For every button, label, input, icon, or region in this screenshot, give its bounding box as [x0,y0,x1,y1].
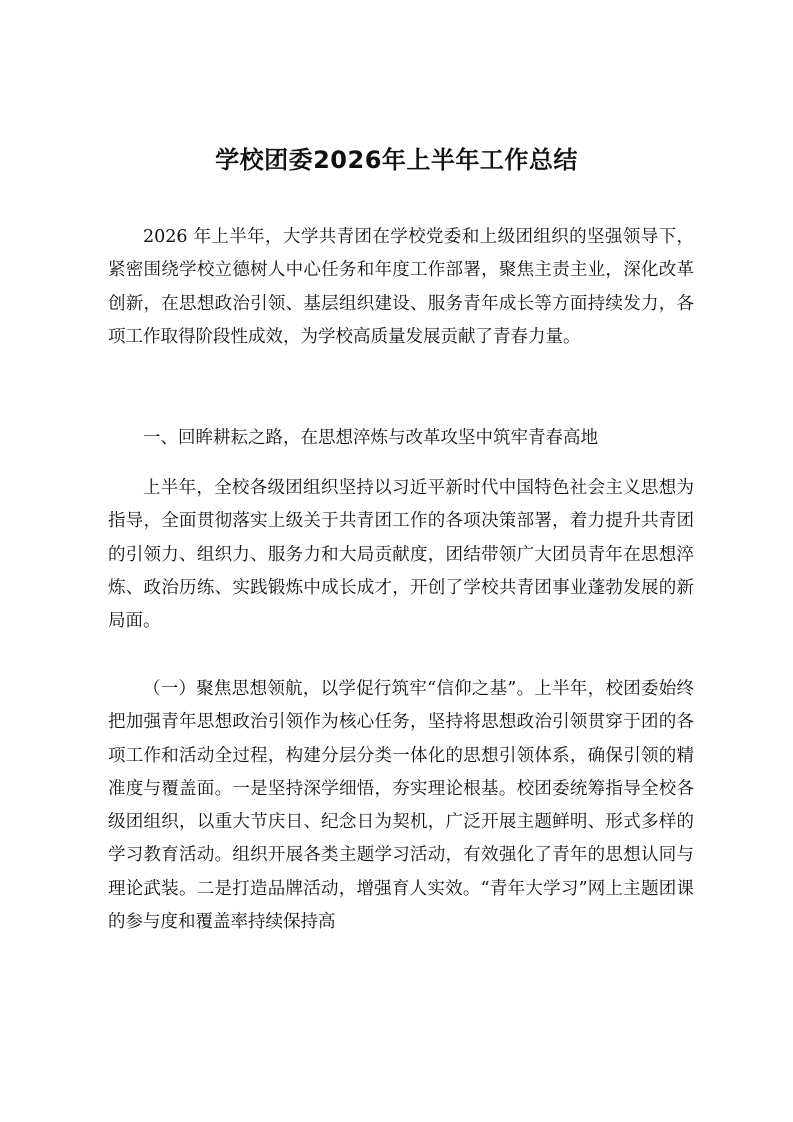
intro-paragraph: 2026 年上半年，大学共青团在学校党委和上级团组织的坚强领导下，紧密围绕学校立德树人中心任务和年度工作部署，聚焦主责主业，深化改革创新，在思想政治引领、基层组织建设、服务青年成长等方面持续发力，各项工作取得阶段性成效，为学校高质量发展贡献了青春力量。 [108,227,694,347]
subsection-paragraph-1: （一）聚焦思想领航，以学促行筑牢“信仰之基”。上半年，校团委始终把加强青年思想政治引领作为核心任务，坚持将思想政治引领贯穿于团的各项工作和活动全过程，构建分层分类一体化的思想引领体系，确保引领的精准度与覆盖面。一是坚持深学细悟，夯实理论根基。校团委统筹指导全校各级团组织，以重大节庆日、纪念日为契机，广泛开展主题鲜明、形式多样的学习教育活动。组织开展各类主题学习活动，有效强化了青年的思想认同与理论武装。二是打造品牌活动，增强育人实效。“青年大学习”网上主题团课的参与度和覆盖率持续保持高 [108,679,694,933]
section-heading-1: 一、回眸耕耘之路，在思想淬炼与改革攻坚中筑牢青春高地 [143,428,598,448]
document-title: 学校团委2026年上半年工作总结 [215,146,578,174]
section-paragraph-1: 上半年，全校各级团组织坚持以习近平新时代中国特色社会主义思想为指导，全面贯彻落实上级关于共青团工作的各项决策部署，着力提升共青团的引领力、组织力、服务力和大局贡献度，团结带领广大团员青年在思想淬炼、政治历练、实践锻炼中成长成才，开创了学校共青团事业蓬勃发展的新局面。 [108,478,694,632]
